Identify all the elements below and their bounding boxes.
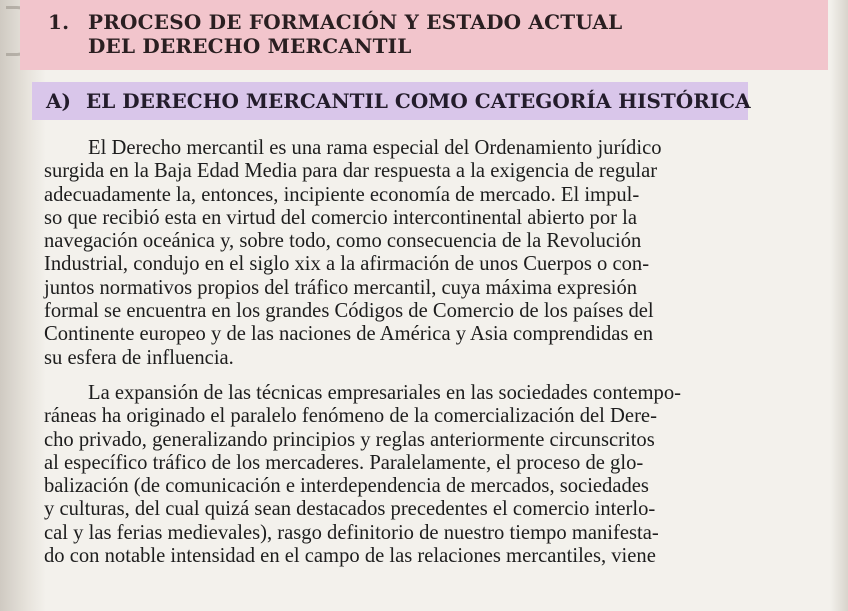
text-line: navegación oceánica y, sobre todo, como consecuencia de la Revolución: [44, 230, 642, 253]
text-line: juntos normativos propios del tráfico mercantil, cuya máxima expresión: [44, 276, 638, 299]
section-letter: A): [46, 89, 71, 113]
text-line: El Derecho mercantil es una rama especial del Ordenamiento jurídico: [88, 137, 662, 159]
chapter-heading: [48, 10, 808, 58]
section-heading: [46, 88, 766, 114]
text-line: cho privado, generalizando principios y reglas anteriormente circunscritos: [44, 428, 655, 451]
text-line: su esfera de influencia.: [44, 346, 234, 369]
page-edge: [830, 0, 848, 611]
text-line: balización (de comunicación e interdependencia de mercados, sociedades: [44, 475, 649, 498]
text-line: Continente europeo y de las naciones de América y Asia comprendidas en: [44, 323, 654, 346]
text-line: al específico tráfico de los mercaderes. Paralelamente, el proceso de glo-: [44, 451, 644, 474]
text-line: formal se encuentra en los grandes Códigos de Comercio de los países del: [44, 300, 654, 323]
text-line: adecuadamente la, entonces, incipiente economía de mercado. El impul-: [44, 183, 640, 206]
chapter-number: 1.: [48, 10, 70, 34]
text-line: La expansión de las técnicas empresariales en las sociedades contempo-: [88, 381, 681, 404]
section-title-text: EL DERECHO MERCANTIL COMO CATEGORÍA HISTÓRICA: [86, 89, 751, 113]
chapter-title-line-1: PROCESO DE FORMACIÓN Y ESTADO ACTUAL: [88, 10, 623, 34]
text-line: do con notable intensidad en el campo de las relaciones mercantiles, viene: [44, 545, 656, 568]
text-line: y culturas, del cual quizá sean destacados precedentes el comercio interlo-: [44, 498, 656, 521]
paragraph: [44, 137, 804, 370]
chapter-title-line-2: DEL DERECHO MERCANTIL: [88, 34, 412, 58]
body-text: [44, 137, 804, 568]
text-line: Industrial, condujo en el siglo xix a la afirmación de unos Cuerpos o con-: [44, 253, 650, 276]
text-line: ráneas ha originado el paralelo fenómeno de la comercialización del Dere-: [44, 405, 657, 428]
text-line: surgida en la Baja Edad Media para dar respuesta a la exigencia de regular: [44, 160, 658, 183]
text-line: cal y las ferias medievales), rasgo definitorio de nuestro tiempo manifesta-: [44, 521, 659, 544]
paragraph: [44, 382, 804, 568]
text-line: so que recibió esta en virtud del comercio intercontinental abierto por la: [44, 206, 637, 229]
